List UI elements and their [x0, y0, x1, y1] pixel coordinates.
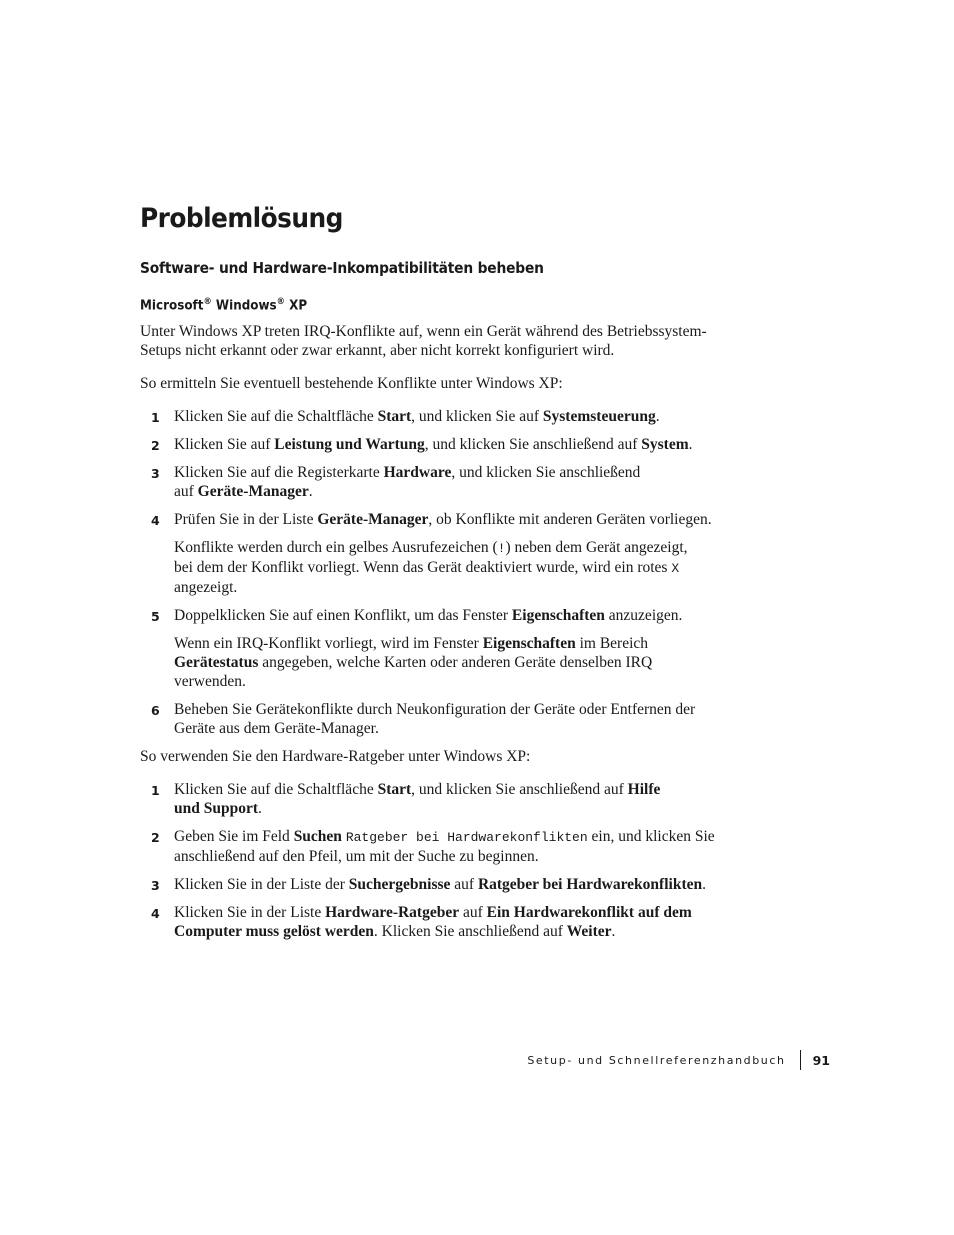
- list2-lead: So verwenden Sie den Hardware-Ratgeber unter Windows XP:: [140, 748, 531, 765]
- list-item-note: Wenn ein IRQ-Konflikt vorliegt, wird im Fenster Eigenschaften im Bereich Gerätestatus angegeben, welche Karten oder anderen Geräte denselben IRQ verwenden.: [174, 635, 653, 690]
- intro-paragraph: Unter Windows XP treten IRQ-Konflikte auf, wenn ein Gerät während des Betriebssystem-Setups nicht erkannt oder zwar erkannt, aber nicht korrekt konfiguriert wird.: [140, 323, 707, 359]
- footer-book-title: Setup- und Schnellreferenzhandbuch: [527, 1053, 786, 1067]
- list-item: 1 Klicken Sie auf die Schaltfläche Start, und klicken Sie anschließend auf Hilfe und Support.: [151, 781, 661, 817]
- conflict-steps-list: [140, 407, 740, 738]
- hardware-guide-steps-list: [140, 780, 740, 941]
- page-title: Problemlösung: [140, 203, 343, 234]
- list-item: 4 Prüfen Sie in der Liste Geräte-Manager, ob Konflikte mit anderen Geräten vorliegen. Konflikte werden durch ein gelbes Ausrufezeichen (!) neben dem Gerät angezeigt, bei dem der Konflikt vorliegt. Wenn das Gerät deaktiviert wurde, wird ein rotes X angezeigt.: [140, 510, 740, 597]
- list-item-note: Konflikte werden durch ein gelbes Ausrufezeichen (!) neben dem Gerät angezeigt, bei dem der Konflikt vorliegt. Wenn das Gerät deaktiviert wurde, wird ein rotes X angezeigt.: [174, 539, 688, 596]
- page-footer: [527, 1050, 830, 1070]
- list-item: 3 Klicken Sie auf die Registerkarte Hardware, und klicken Sie anschließend auf Geräte-Manager.: [151, 464, 641, 500]
- list-item: 1 Klicken Sie auf die Schaltfläche Start, und klicken Sie auf Systemsteuerung.: [151, 408, 660, 425]
- list-item: 4 Klicken Sie in der Liste Hardware-Ratgeber auf Ein Hardwarekonflikt auf dem Computer muss gelöst werden. Klicken Sie anschließend auf Weiter.: [151, 904, 692, 940]
- list-item: 6 Beheben Sie Gerätekonflikte durch Neukonfiguration der Geräte oder Entfernen der Geräte aus dem Geräte-Manager.: [151, 701, 696, 737]
- body-content: [140, 322, 740, 950]
- subsection-heading: Microsoft® Windows® XP: [140, 297, 308, 314]
- list1-lead: So ermitteln Sie eventuell bestehende Konflikte unter Windows XP:: [140, 375, 563, 392]
- list-item: 3 Klicken Sie in der Liste der Suchergebnisse auf Ratgeber bei Hardwarekonflikten.: [151, 876, 706, 893]
- page-number: 91: [812, 1052, 830, 1068]
- footer-divider: [800, 1050, 801, 1070]
- section-heading: Software- und Hardware-Inkompatibilitäten beheben: [140, 259, 544, 277]
- list-item: 2 Geben Sie im Feld Suchen Ratgeber bei Hardwarekonflikten ein, und klicken Sie anschließend auf den Pfeil, um mit der Suche zu beginnen.: [151, 828, 715, 865]
- list-item: 5 Doppelklicken Sie auf einen Konflikt, um das Fenster Eigenschaften anzuzeigen. Wenn ein IRQ-Konflikt vorliegt, wird im Fenster Eigenschaften im Bereich Gerätestatus angegeben, welche Karten oder anderen Geräte denselben IRQ verwenden.: [140, 606, 740, 691]
- list-item: 2 Klicken Sie auf Leistung und Wartung, und klicken Sie anschließend auf System.: [151, 436, 693, 453]
